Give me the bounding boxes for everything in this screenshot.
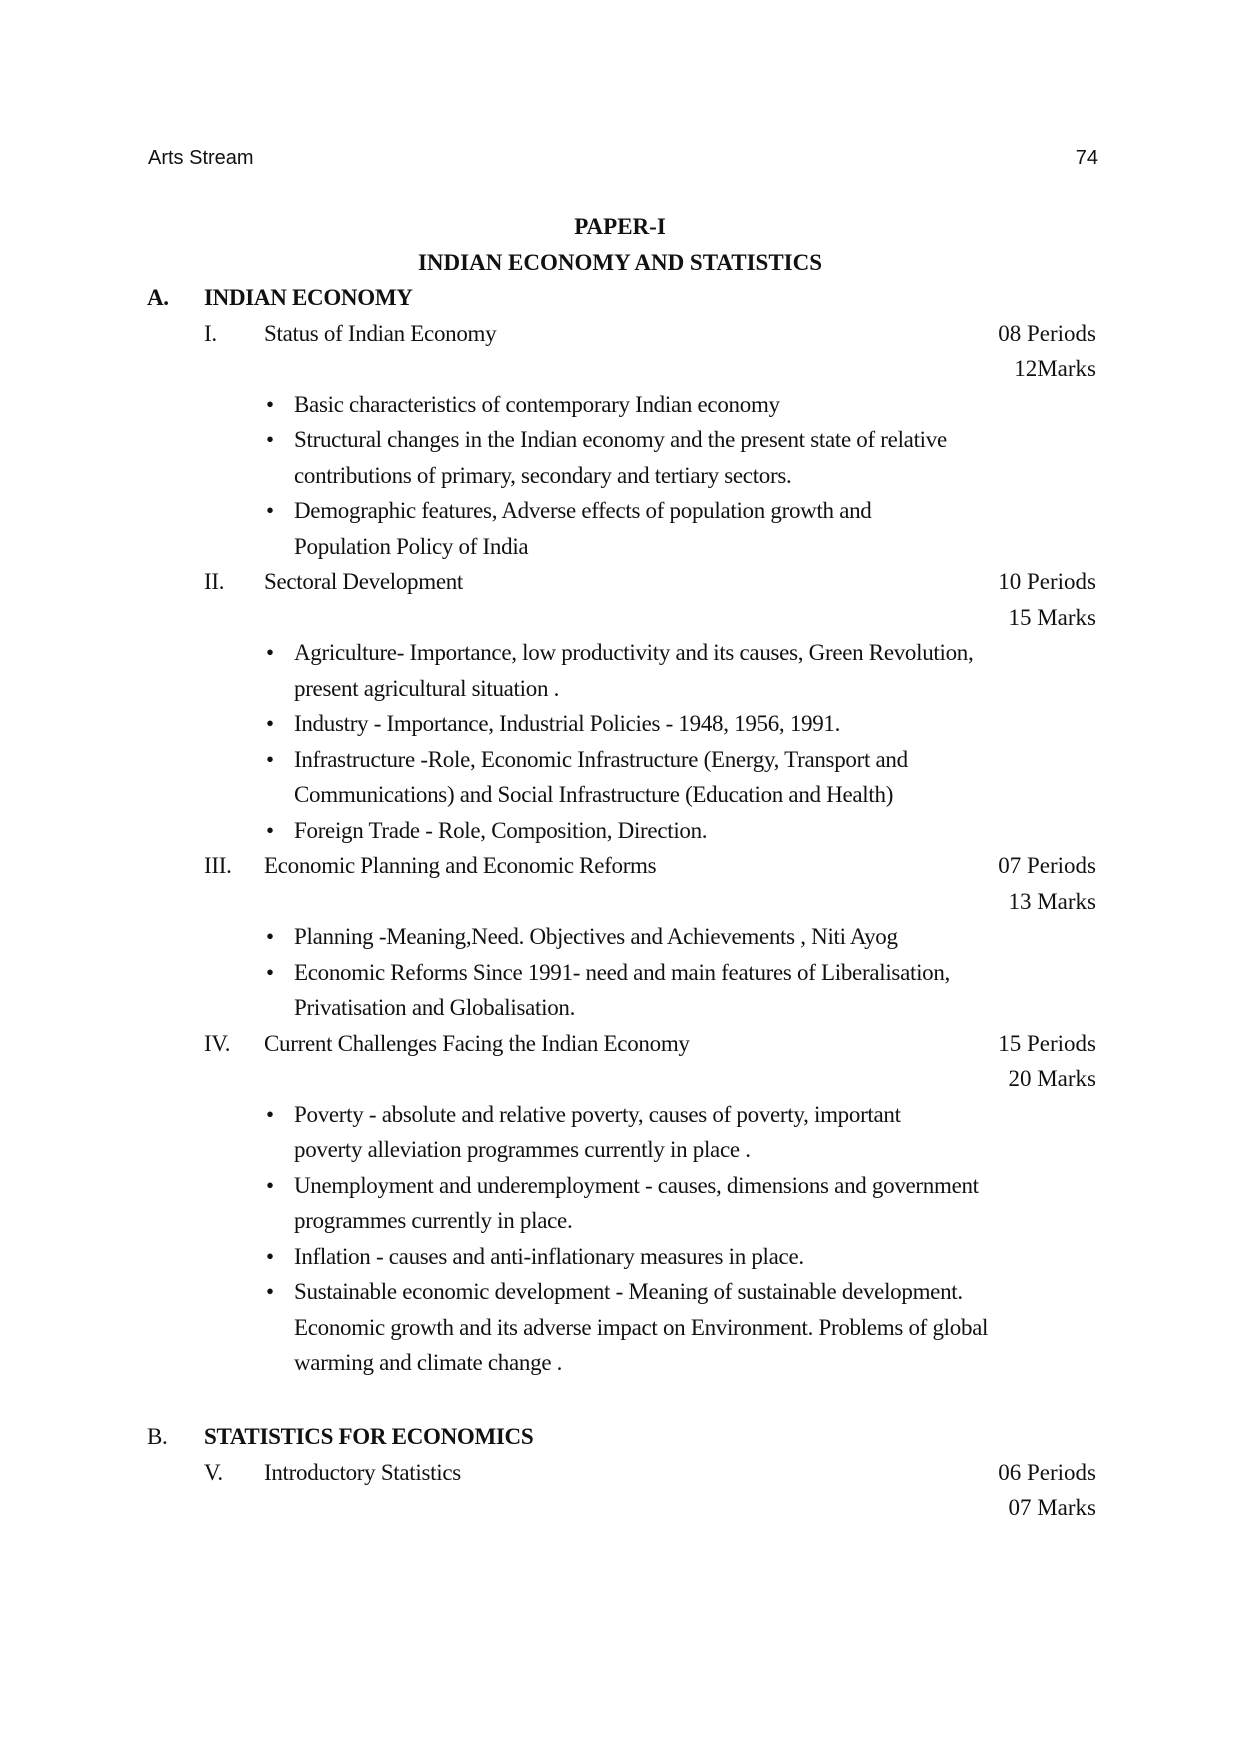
page-number: 74 bbox=[1075, 147, 1098, 169]
section-letter: B. bbox=[147, 1424, 168, 1449]
bullet-icon: • bbox=[266, 746, 275, 772]
bullet-text: Population Policy of India bbox=[294, 533, 529, 559]
bullet-text: programmes currently in place. bbox=[294, 1208, 573, 1233]
unit-numeral: I. bbox=[204, 320, 217, 346]
unit-title: Sectoral Development bbox=[264, 569, 464, 594]
paper-label: PAPER-I bbox=[574, 214, 666, 239]
bullet-text: Economic Reforms Since 1991- need and main features of Liberalisation, bbox=[294, 959, 951, 985]
unit-periods: 08 Periods bbox=[998, 320, 1096, 346]
bullet-text: Agriculture- Importance, low productivity and its causes, Green Revolution, bbox=[294, 640, 974, 665]
bullet-text: Poverty - absolute and relative poverty, causes of poverty, important bbox=[294, 1101, 901, 1127]
bullet-text: warming and climate change . bbox=[294, 1350, 563, 1375]
bullet-icon: • bbox=[266, 959, 275, 985]
bullet-icon: • bbox=[266, 1101, 275, 1127]
bullet-text: poverty alleviation programmes currently in place . bbox=[294, 1137, 751, 1162]
bullet-text: Inflation - causes and anti-inflationary measures in place. bbox=[294, 1243, 804, 1269]
unit-numeral: III. bbox=[204, 853, 232, 878]
bullet-text: Privatisation and Globalisation. bbox=[294, 995, 576, 1020]
bullet-text: Industry - Importance, Industrial Policies - 1948, 1956, 1991. bbox=[294, 711, 841, 736]
bullet-icon: • bbox=[266, 924, 275, 949]
bullet-text: Foreign Trade - Role, Composition, Direction. bbox=[294, 817, 708, 843]
unit-numeral: IV. bbox=[204, 1030, 231, 1056]
bullet-icon: • bbox=[266, 1279, 275, 1304]
unit-marks: 07 Marks bbox=[1008, 1495, 1096, 1520]
bullet-text: Sustainable economic development - Meaning of sustainable development. bbox=[294, 1279, 963, 1304]
bullet-text: Demographic features, Adverse effects of population growth and bbox=[294, 498, 872, 523]
unit-marks: 13 Marks bbox=[1008, 888, 1096, 914]
bullet-icon: • bbox=[266, 498, 275, 523]
unit-periods: 06 Periods bbox=[998, 1459, 1096, 1485]
bullet-icon: • bbox=[266, 391, 275, 417]
section-title: STATISTICS FOR ECONOMICS bbox=[204, 1424, 534, 1449]
unit-periods: 15 Periods bbox=[998, 1030, 1096, 1056]
bullet-icon: • bbox=[266, 711, 275, 736]
bullet-text: Infrastructure -Role, Economic Infrastructure (Energy, Transport and bbox=[294, 746, 908, 772]
bullet-icon: • bbox=[266, 1172, 275, 1198]
unit-title: Economic Planning and Economic Reforms bbox=[264, 853, 657, 878]
unit-periods: 07 Periods bbox=[998, 853, 1096, 878]
unit-title: Current Challenges Facing the Indian Economy bbox=[264, 1030, 690, 1056]
unit-periods: 10 Periods bbox=[998, 569, 1096, 594]
bullet-text: Economic growth and its adverse impact on Environment. Problems of global bbox=[294, 1314, 989, 1340]
running-header bbox=[148, 147, 1098, 170]
bullet-text: Unemployment and underemployment - causes, dimensions and government bbox=[294, 1172, 979, 1198]
unit-marks: 15 Marks bbox=[1008, 604, 1096, 630]
bullet-text: Basic characteristics of contemporary Indian economy bbox=[294, 391, 780, 417]
unit-marks: 20 Marks bbox=[1008, 1066, 1096, 1091]
unit-title: Introductory Statistics bbox=[264, 1459, 461, 1485]
bullet-icon: • bbox=[266, 640, 275, 665]
paper-title: INDIAN ECONOMY AND STATISTICS bbox=[417, 250, 823, 275]
stream-label: Arts Stream bbox=[148, 147, 254, 169]
bullet-icon: • bbox=[266, 817, 275, 843]
bullet-text: Structural changes in the Indian economy and the present state of relative bbox=[294, 427, 947, 452]
section-letter: A. bbox=[147, 285, 169, 310]
unit-marks: 12Marks bbox=[1014, 356, 1096, 381]
bullet-text: contributions of primary, secondary and tertiary sectors. bbox=[294, 462, 792, 488]
bullet-icon: • bbox=[266, 427, 275, 452]
bullet-icon: • bbox=[266, 1243, 275, 1269]
section-title: INDIAN ECONOMY bbox=[204, 285, 413, 310]
bullet-text: Communications) and Social Infrastructure (Education and Health) bbox=[294, 782, 894, 807]
unit-numeral: V. bbox=[204, 1459, 223, 1485]
bullet-text: present agricultural situation . bbox=[294, 675, 560, 701]
bullet-text: Planning -Meaning,Need. Objectives and Achievements , Niti Ayog bbox=[294, 924, 898, 949]
unit-title: Status of Indian Economy bbox=[264, 320, 497, 346]
unit-numeral: II. bbox=[204, 569, 225, 594]
